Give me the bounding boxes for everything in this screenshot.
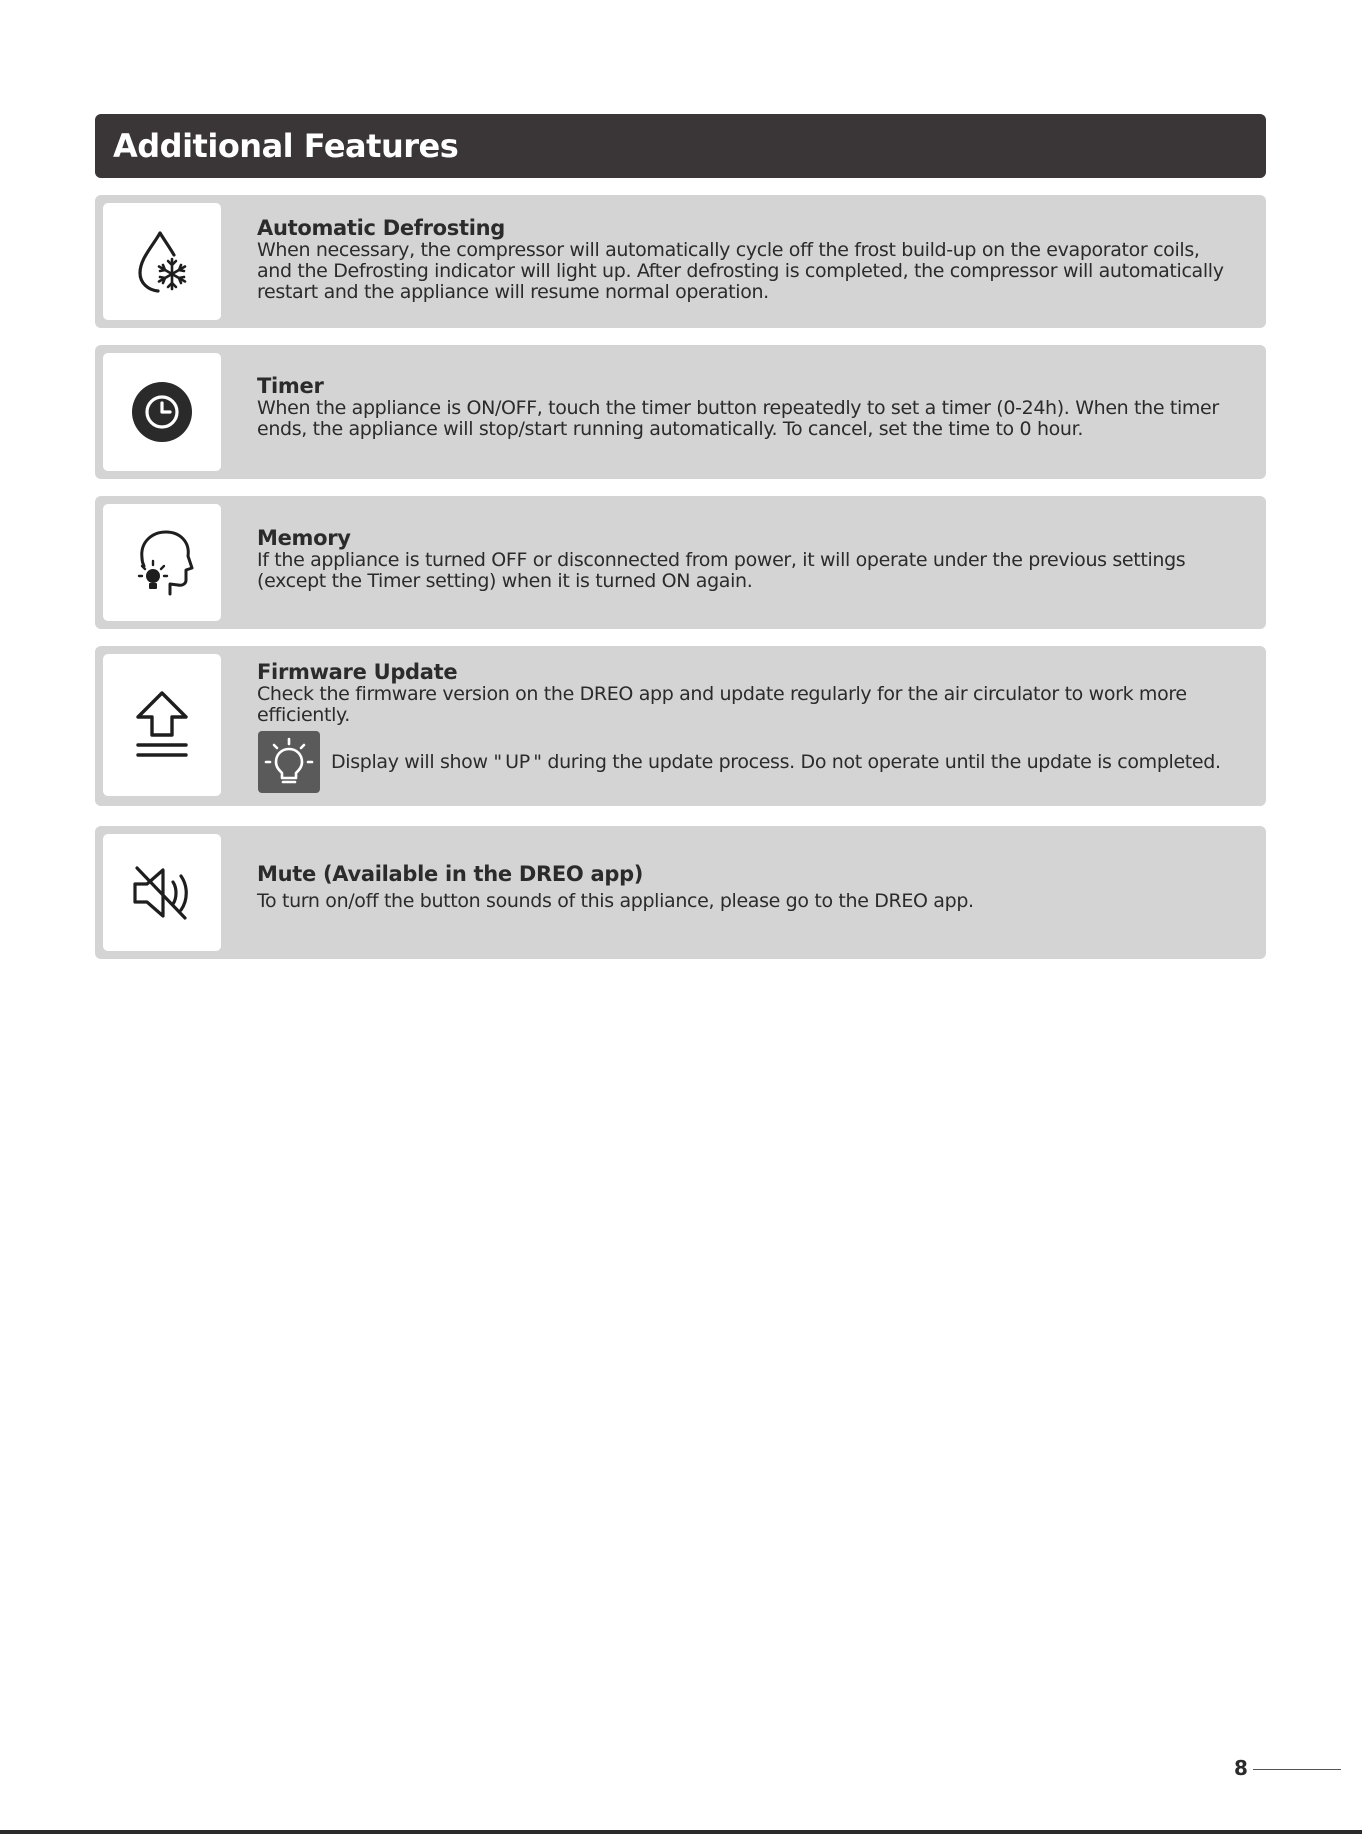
feature-description: When the appliance is ON/OFF, touch the timer button repeatedly to set a timer (0-24h). When the timer ends, the appliance will stop/start running automatically. To cancel, set the time to 0 hour.	[257, 397, 1219, 440]
feature-card-firmware-update	[95, 646, 1266, 806]
section-title: Additional Features	[113, 127, 459, 165]
feature-card-automatic-defrosting	[95, 195, 1266, 328]
page-number-rule	[1253, 1769, 1341, 1770]
feature-card-timer	[95, 345, 1266, 479]
feature-title: Automatic Defrosting	[257, 216, 506, 240]
tip-row	[257, 731, 1236, 793]
feature-description: To turn on/off the button sounds of this appliance, please go to the DREO app.	[257, 890, 974, 912]
clock-icon	[131, 381, 193, 443]
icon-box	[103, 654, 221, 796]
icon-box	[103, 834, 221, 951]
head-lightbulb-icon	[130, 528, 194, 598]
page-number: 8	[1234, 1756, 1248, 1780]
icon-box	[103, 504, 221, 621]
speaker-mute-icon	[131, 864, 193, 922]
drop-snowflake-icon	[132, 227, 192, 297]
feature-card-mute	[95, 826, 1266, 959]
feature-title: Memory	[257, 526, 351, 550]
lightbulb-tip-icon	[258, 731, 320, 793]
feature-title: Firmware Update	[257, 660, 458, 684]
feature-description: When necessary, the compressor will automatically cycle off the frost build-up on the evaporator coils, and the Defrosting indicator will light up. After defrosting is completed, the compressor will automatically restart and the appliance will resume normal operation.	[257, 239, 1224, 303]
upload-arrow-icon	[134, 689, 190, 761]
feature-title: Timer	[257, 374, 324, 398]
feature-description: Check the firmware version on the DREO app and update regularly for the air circulator to work more efficiently.	[257, 683, 1187, 726]
tip-text: Display will show " UP " during the update process. Do not operate until the update is completed.	[331, 751, 1221, 773]
feature-card-memory	[95, 496, 1266, 629]
feature-title: Mute (Available in the DREO app)	[257, 862, 644, 886]
icon-box	[103, 353, 221, 471]
icon-box	[103, 203, 221, 320]
section-header	[95, 114, 1266, 178]
feature-description: If the appliance is turned OFF or disconnected from power, it will operate under the previous settings (except the Timer setting) when it is turned ON again.	[257, 549, 1186, 592]
bottom-border	[0, 1830, 1362, 1834]
